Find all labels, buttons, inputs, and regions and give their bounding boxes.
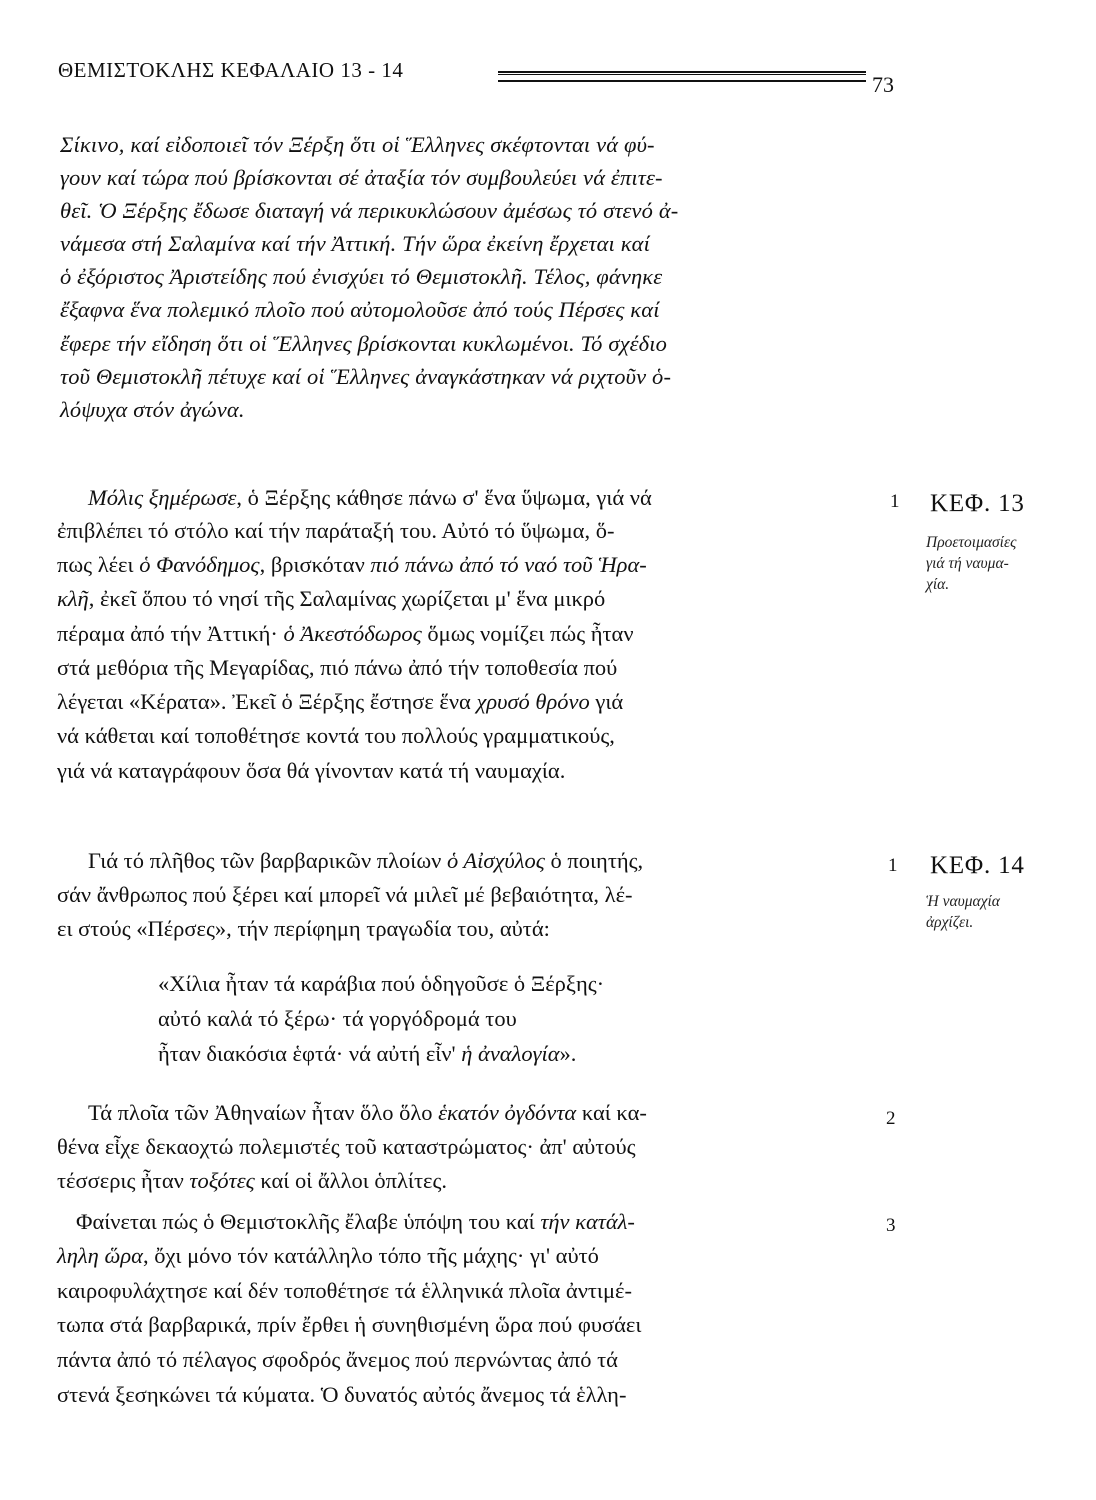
p2-line: Τά πλοῖα τῶν Ἀθηναίων ἦταν ὅλο ὅλο ἑκατόν ὀγδόντα καί κα- xyxy=(88,1100,647,1125)
ch13-line: κλῆ, ἐκεῖ ὅπου τό νησί τῆς Σαλαμίνας χωρίζεται μ' ἕνα μικρό xyxy=(57,586,606,611)
p3-line: στενά ξεσηκώνει τά κύματα. Ὁ δυνατός αὐτός ἄνεμος τά ἑλλη- xyxy=(57,1382,627,1407)
ch14-margin-number: 1 xyxy=(888,855,898,876)
ch13-margin-number: 1 xyxy=(890,491,900,512)
ch13-line: λέγεται «Κέρατα». Ἐκεῖ ὁ Ξέρξης ἔστησε ἕνα χρυσό θρόνο γιά xyxy=(57,689,624,714)
ch13-line: ἐπιβλέπει τό στόλο καί τήν παράταξή του. Αὐτό τό ὕψωμα, ὅ- xyxy=(57,518,615,543)
p2-line: τέσσερις ἦταν τοξότες καί οἱ ἄλλοι ὁπλίτες. xyxy=(57,1168,448,1193)
intro-line: γουν καί τώρα πού βρίσκονται σέ ἀταξία τόν συμβουλεύει νά ἐπιτε- xyxy=(60,165,663,190)
ch14-line: σάν ἄνθρωπος πού ξέρει καί μπορεῖ νά μιλεῖ μέ βεβαιότητα, λέ- xyxy=(57,882,633,907)
intro-line: ἔφερε τήν εἴδηση ὅτι οἱ Ἕλληνες βρίσκονται κυκλωμένοι. Τό σχέδιο xyxy=(60,331,668,356)
intro-line: Σίκινο, καί εἰδοποιεῖ τόν Ξέρξη ὅτι οἱ Ἕλληνες σκέφτονται νά φύ- xyxy=(60,132,655,157)
ch14-quote-line: «Χίλια ἦταν τά καράβια πού ὁδηγοῦσε ὁ Ξέρξης· xyxy=(158,971,605,996)
p3-line: πάντα ἀπό τό πέλαγος σφοδρός ἄνεμος πού περνώντας ἀπό τά xyxy=(57,1347,618,1372)
p3-line: τωπα στά βαρβαρικά, πρίν ἔρθει ἡ συνηθισμένη ὥρα πού φυσάει xyxy=(57,1312,642,1337)
ch13-line: γιά νά καταγράφουν ὅσα θά γίνονταν κατά τή ναυμαχία. xyxy=(57,758,566,783)
ch13-line: Μόλις ξημέρωσε, ὁ Ξέρξης κάθησε πάνω σ' ἕνα ὕψωμα, γιά νά xyxy=(88,485,652,510)
p3-line: Φαίνεται πώς ὁ Θεμιστοκλῆς ἔλαβε ὑπόψη του καί τήν κατάλ- xyxy=(76,1209,635,1234)
p3-line: καιροφυλάχτησε καί δέν τοποθέτησε τά ἑλληνικά πλοῖα ἀντιμέ- xyxy=(57,1278,632,1303)
ch14-quote-line: ἦταν διακόσια ἑφτά· νά αὐτή εἶν' ἡ ἀναλογία». xyxy=(158,1041,577,1066)
ch13-line: πως λέει ὁ Φανόδημος, βρισκόταν πιό πάνω ἀπό τό ναό τοῦ Ἡρα- xyxy=(57,552,647,577)
ch13-line: στά μεθόρια τῆς Μεγαρίδας, πιό πάνω ἀπό τήν τοποθεσία πού xyxy=(57,655,618,680)
p3-margin-number: 3 xyxy=(886,1215,896,1236)
intro-line: λόψυχα στόν ἀγώνα. xyxy=(60,397,245,422)
intro-line: ἔξαφνα ἕνα πολεμικό πλοῖο πού αὐτομολοῦσε ἀπό τούς Πέρσες καί xyxy=(60,297,660,322)
ch13-line: νά κάθεται καί τοποθέτησε κοντά του πολλούς γραμματικούς, xyxy=(57,723,615,748)
intro-line: ὁ ἐξόριστος Ἀριστείδης πού ἐνισχύει τό Θεμιστοκλῆ. Τέλος, φάνηκε xyxy=(60,264,663,289)
header-double-rule xyxy=(498,71,866,82)
p2-line: θένα εἶχε δεκαοχτώ πολεμιστές τοῦ καταστρώματος· ἀπ' αὐτούς xyxy=(57,1134,636,1159)
ch13-line: πέραμα ἀπό τήν Ἀττική· ὁ Ἀκεστόδωρος ὅμως νομίζει πώς ἦταν xyxy=(57,621,634,646)
ch14-quote-line: αὐτό καλά τό ξέρω· τά γοργόδρομά του xyxy=(158,1006,517,1031)
intro-line: τοῦ Θεμιστοκλῆ πέτυχε καί οἱ Ἕλληνες ἀναγκάστηκαν νά ριχτοῦν ὁ- xyxy=(60,364,672,389)
p2-margin-number: 2 xyxy=(886,1108,896,1129)
intro-line: νάμεσα στή Σαλαμίνα καί τήν Ἀττική. Τήν ὥρα ἐκείνη ἔρχεται καί xyxy=(60,231,651,256)
ch13-side-note: Προετοιμασίες γιά τή ναυμα- χία. xyxy=(926,534,1017,593)
ch14-heading: ΚΕΦ. 14 xyxy=(930,852,1025,879)
ch13-heading: ΚΕΦ. 13 xyxy=(930,490,1025,517)
ch14-side-note: Ἡ ναυμαχία ἀρχίζει. xyxy=(926,893,1000,931)
header-title: ΘΕΜΙΣΤΟΚΛΗΣ ΚΕΦΑΛΑΙΟ 13 - 14 xyxy=(58,58,404,82)
page-number: 73 xyxy=(872,72,894,97)
intro-line: θεῖ. Ὁ Ξέρξης ἔδωσε διαταγή νά περικυκλώσουν ἀμέσως τό στενό ἀ- xyxy=(60,198,679,223)
p3-line: ληλη ὥρα, ὄχι μόνο τόν κατάλληλο τόπο τῆς μάχης· γι' αὐτό xyxy=(57,1243,599,1268)
ch14-line: ει στούς «Πέρσες», τήν περίφημη τραγωδία του, αὐτά: xyxy=(57,916,550,941)
ch14-line: Γιά τό πλῆθος τῶν βαρβαρικῶν πλοίων ὁ Αἰσχύλος ὁ ποιητής, xyxy=(88,848,644,873)
running-header xyxy=(58,58,894,97)
